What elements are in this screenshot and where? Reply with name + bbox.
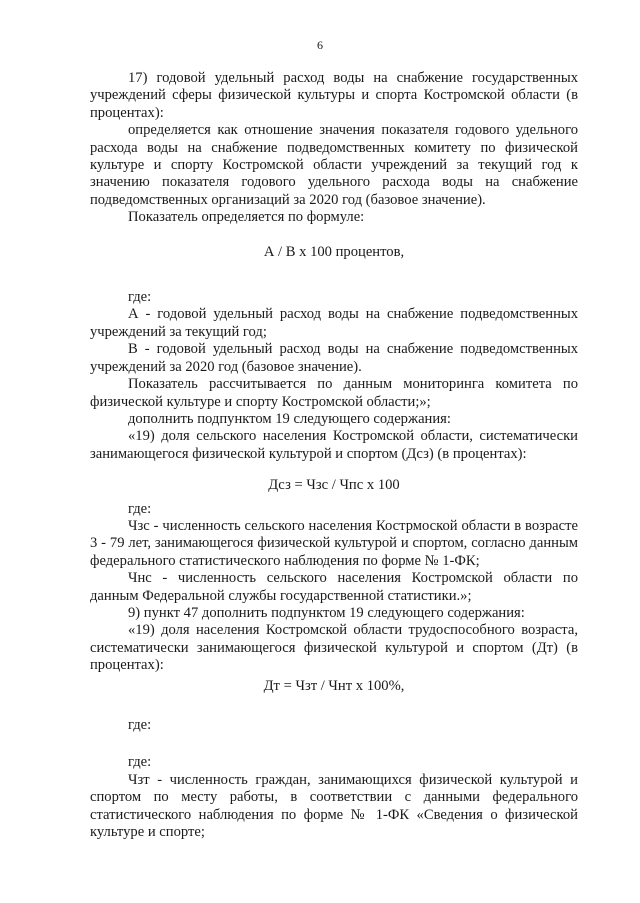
variable-b: В - годовой удельный расход воды на снабжение подведомственных учреждений за 2020 год (базовое значение). (90, 341, 578, 375)
variable-a: А - годовой удельный расход воды на снабжение подведомственных учреждений за текущий год; (90, 306, 578, 340)
page-number: 6 (317, 38, 323, 52)
variable-chzs: Чзс - численность сельского населения Кострмоской области в возрасте 3 - 79 лет, занимающегося физической культурой и спортом, согласно данным федерального статистического наблюдения по форме № 1-ФК; (90, 517, 578, 569)
item-19-rural-heading: «19) доля сельского населения Костромской области, систематически занимающегося физической культурой и спортом (Дсз) (в процентах): (90, 428, 578, 462)
add-subitem-19: дополнить подпунктом 19 следующего содержания: (128, 410, 451, 427)
variable-chzt: Чзт - численность граждан, занимающихся физической культурой и спортом по месту работы, в соответствии с данными федерального статистического наблюдения по форме № 1-ФК «Сведения о физической культуре и спорте; (90, 771, 578, 841)
where-label: где: (128, 289, 152, 306)
point-47-amendment: 9) пункт 47 дополнить подпунктом 19 следующего содержания: (128, 604, 525, 621)
where-label: где: (128, 500, 152, 517)
formula-working-age: Дт = Чзт / Чнт х 100%, (263, 677, 405, 694)
where-label: где: (128, 717, 152, 733)
variable-chns: Чнс - численность сельского населения Костромской области по данным Федеральной службы государственной статистики.»; (90, 570, 578, 604)
item-17-heading: 17) годовой удельный расход воды на снабжение государственных учреждений сферы физической культуры и спорта Костромской области (в процентах): (90, 70, 578, 121)
where-label: где: (128, 754, 152, 771)
document-body (90, 70, 578, 841)
formula-rural: Дсз = Чзс / Чпс х 100 (268, 477, 400, 494)
calculation-source: Показатель рассчитывается по данным мониторинга комитета по физической культуре и спорту Костромской области;»; (90, 376, 578, 410)
formula-intro: Показатель определяется по формуле: (128, 209, 365, 226)
formula-water: А / В х 100 процентов, (263, 243, 405, 260)
item-17-definition: определяется как отношение значения показателя годового удельного расхода воды на снабжение подведомственных комитету по физической культуре и спорту Костромской области учреждений за текущий год к значению показателя годового удельного расхода воды на снабжение подведомственных организаций за 2020 год (базовое значение). (90, 122, 578, 208)
item-19-working-age-heading: «19) доля населения Костромской области трудоспособного возраста, систематически занимающегося физической культурой и спортом (Дт) (в процентах): (90, 622, 578, 674)
